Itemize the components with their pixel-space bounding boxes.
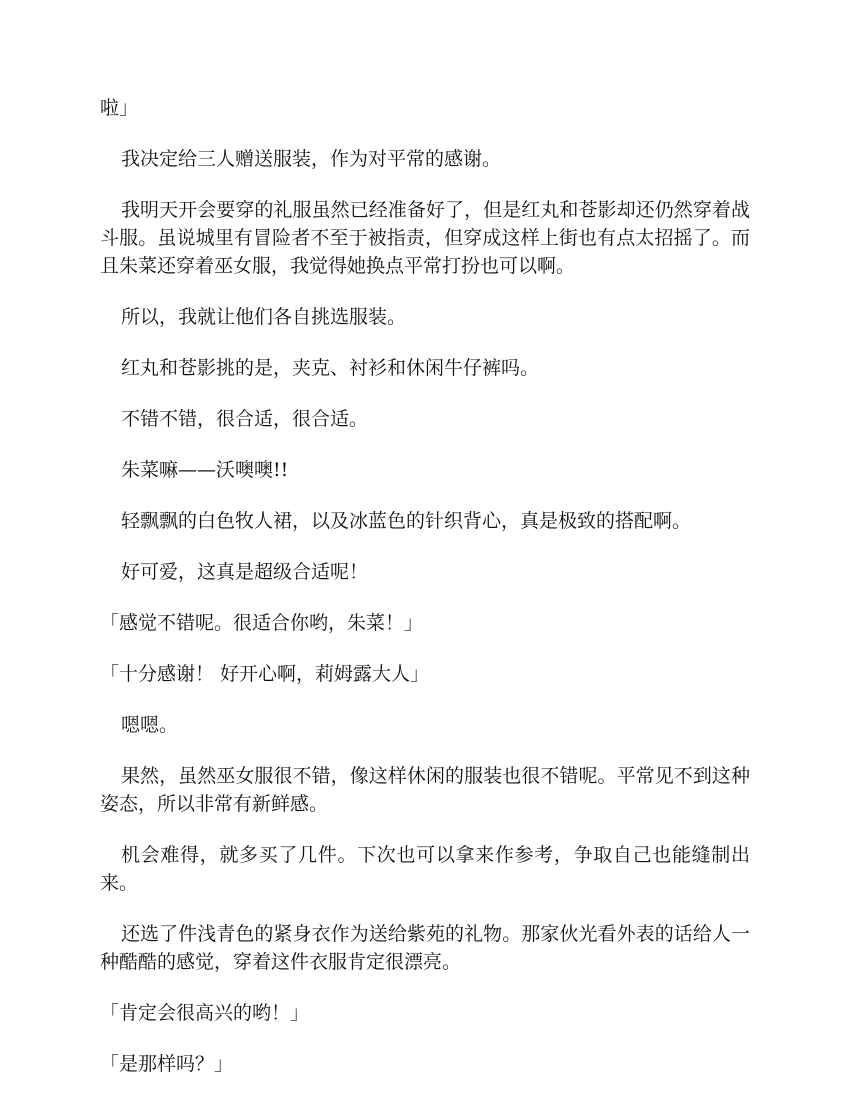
paragraph-1: 啦」 (100, 97, 139, 119)
paragraph-9: 好可爱，这真是超级合适呢！ (121, 561, 369, 583)
paragraph-15: 还选了件浅青色的紧身衣作为送给紫苑的礼物。那家伙光看外表的话给人一种酷酷的感觉，穿着这件衣服肯定很漂亮。 (100, 923, 750, 973)
paragraph-5: 红丸和苍影挑的是，夹克、衬衫和休闲牛仔裤吗。 (121, 357, 540, 379)
paragraph-4: 所以，我就让他们各自挑选服装。 (121, 306, 407, 328)
dialogue-2: 「十分感谢！ 好开心啊，莉姆露大人」 (100, 663, 430, 685)
dialogue-1: 「感觉不错呢。很适合你哟，朱菜！」 (100, 612, 424, 634)
paragraph-3: 我明天开会要穿的礼服虽然已经准备好了，但是红丸和苍影却还仍然穿着战斗服。虽说城里有冒险者不至于被指责，但穿成这样上街也有点太招摇了。而且朱菜还穿着巫女服，我觉得她换点平常打扮也可以啊。 (100, 199, 750, 277)
paragraph-2: 我决定给三人赠送服装，作为对平常的感谢。 (121, 148, 502, 170)
paragraph-7: 朱菜嘛——沃噢噢!! (121, 459, 289, 481)
paragraph-14: 机会难得，就多买了几件。下次也可以拿来作参考，争取自己也能缝制出来。 (100, 844, 750, 894)
document-page (100, 94, 750, 1101)
dialogue-3: 「肯定会很高兴的哟！」 (100, 1002, 310, 1024)
paragraph-12: 嗯嗯。 (121, 714, 179, 736)
paragraph-8: 轻飘飘的白色牧人裙，以及冰蓝色的针织背心，真是极致的搭配啊。 (121, 510, 692, 532)
dialogue-4: 「是那样吗？」 (100, 1053, 234, 1075)
paragraph-6: 不错不错，很合适，很合适。 (121, 408, 369, 430)
paragraph-13: 果然，虽然巫女服很不错，像这样休闲的服装也很不错呢。平常见不到这种姿态，所以非常有新鲜感。 (100, 765, 750, 815)
